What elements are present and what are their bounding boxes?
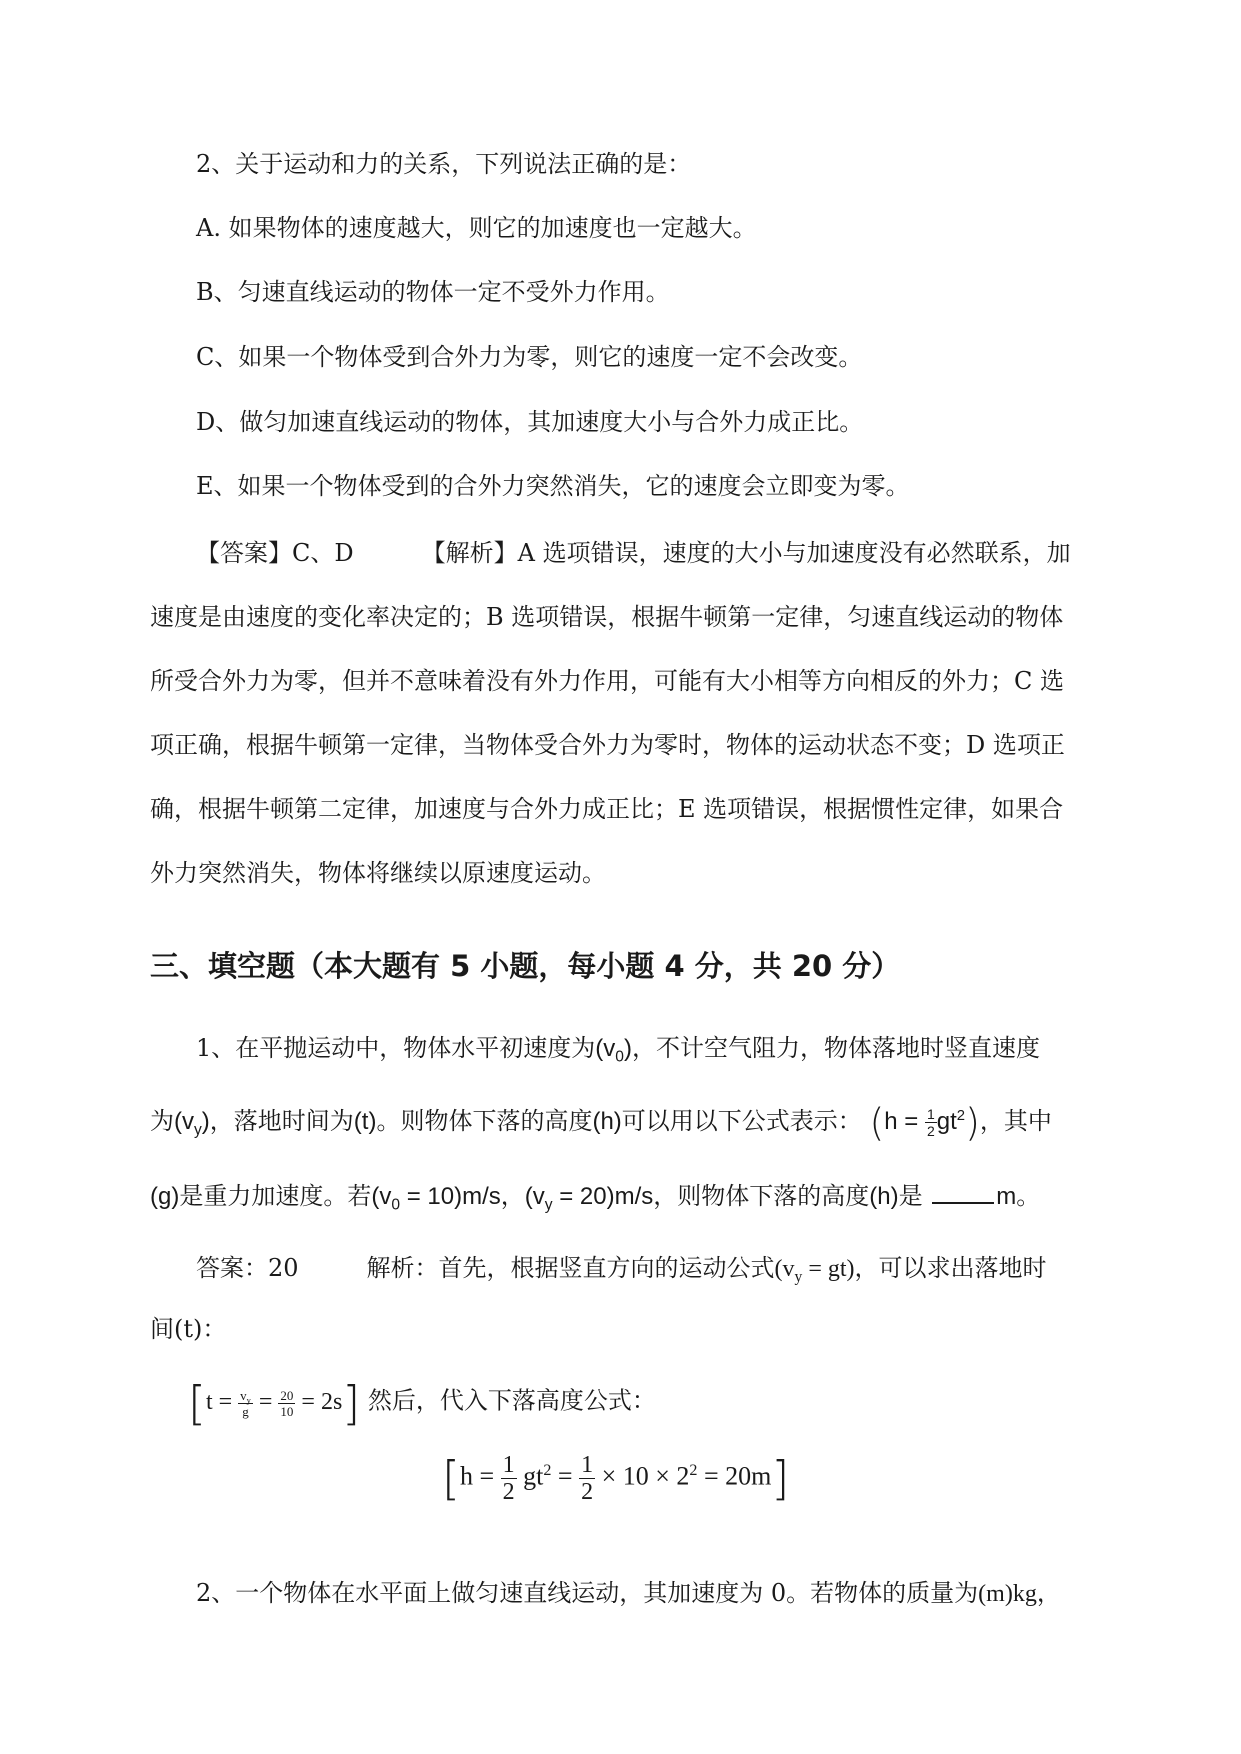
vy-symbol: $(v_y)$ xyxy=(174,1108,210,1139)
option-c: C、如果一个物体受到合外力为零，则它的速度一定不会改变。 xyxy=(196,343,863,371)
fill1-analysis-line: 间(t)： xyxy=(150,1315,227,1343)
fill2-line1 xyxy=(196,1575,1061,1612)
fill1-line1 xyxy=(196,1030,1040,1067)
analysis-text: A 选项错误，速度的大小与加速度没有必然联系，加 xyxy=(517,539,1071,567)
analysis-line: 所受合外力为零，但并不意味着没有外力作用，可能有大小相等方向相反的外力；C 选 xyxy=(150,667,1064,695)
analysis-line: 外力突然消失，物体将继续以原速度运动。 xyxy=(150,859,606,887)
fill1-text: 1、在平抛运动中，物体水平初速度为 xyxy=(196,1034,596,1062)
fill1-line3 xyxy=(150,1178,1040,1215)
height-calculation: [h = $\frac{1}{2}$ $gt^2$ = $\frac{1}{2}$ × $10 \times 2^2 = 20m$] xyxy=(442,1451,790,1506)
v0-condition: $(v_0 = 10)m/s$ xyxy=(371,1183,501,1214)
unit-text: m。 xyxy=(996,1183,1041,1210)
analysis-text: 解析：首先，根据竖直方向的运动公式 xyxy=(366,1254,775,1282)
h-symbol: (h) xyxy=(869,1183,899,1210)
analysis-text: ，可以求出落地时 xyxy=(854,1254,1047,1282)
vy-condition: $(v_y = 20)m/s$ xyxy=(524,1183,654,1214)
kg-unit: kg， xyxy=(1012,1581,1061,1607)
fill1-text: 可以用以下公式表示： xyxy=(621,1107,862,1135)
fill1-text: ，不计空气阻力，物体落地时竖直速度 xyxy=(631,1034,1040,1062)
analysis-line: 项正确，根据牛顿第一定律，当物体受合外力为零时，物体的运动状态不变；D 选项正 xyxy=(150,731,1065,759)
fill1-text: ，落地时间为 xyxy=(209,1107,354,1135)
section-heading: 三、填空题（本大题有 5 小题，每小题 4 分，共 20 分） xyxy=(150,949,901,983)
time-formula-line xyxy=(188,1376,656,1430)
fill1-text: 是 xyxy=(898,1182,923,1210)
option-d: D、做匀加速直线运动的物体，其加速度大小与合外力成正比。 xyxy=(196,408,864,436)
answer-text: 【答案】C、D xyxy=(196,539,354,567)
height-formula: (h = $\frac{1}{2}$ $gt^2$) xyxy=(869,1100,980,1145)
fill2-text: 2、一个物体在水平面上做匀速直线运动，其加速度为 0。若物体的质量为 xyxy=(196,1579,979,1607)
answer-line xyxy=(196,535,1071,571)
fill1-separator: ， xyxy=(500,1182,525,1210)
fill1-text: ，则物体下落的高度 xyxy=(653,1182,870,1210)
fill1-text: ，其中 xyxy=(979,1107,1052,1135)
g-symbol: (g) xyxy=(150,1183,180,1210)
fill1-answer-line xyxy=(196,1250,1047,1287)
fill1-text: 为 xyxy=(150,1107,174,1135)
analysis-label: 【解析】 xyxy=(421,539,518,567)
fill1-line2 xyxy=(150,1100,1052,1145)
h-symbol: (h) xyxy=(592,1108,622,1135)
time-formula: [t = $\frac{v_y}{g}$ = $\frac{20}{10}$ = 2s] xyxy=(188,1376,361,1430)
analysis-line: 速度是由速度的变化率决定的；B 选项错误，根据牛顿第一定律，匀速直线运动的物体 xyxy=(150,603,1064,631)
option-a: A. 如果物体的速度越大，则它的加速度也一定越大。 xyxy=(196,214,757,242)
option-e: E、如果一个物体受到的合外力突然消失，它的速度会立即变为零。 xyxy=(196,472,910,500)
analysis-text: 然后，代入下落高度公式： xyxy=(367,1386,656,1415)
t-symbol: (t) xyxy=(353,1108,377,1135)
answer-blank[interactable] xyxy=(932,1184,994,1204)
question-stem: 2、关于运动和力的关系，下列说法正确的是： xyxy=(196,150,692,178)
vy-gt-formula: $(v_y = gt)$ xyxy=(774,1256,855,1286)
fill1-text: 是重力加速度。若 xyxy=(179,1182,372,1210)
m-symbol: (m) xyxy=(978,1581,1013,1607)
option-b: B、匀速直线运动的物体一定不受外力作用。 xyxy=(196,278,670,306)
v0-symbol: $(v_0)$ xyxy=(595,1035,632,1066)
answer-text: 答案：20 xyxy=(196,1254,299,1282)
fill1-text: 。则物体下落的高度 xyxy=(376,1107,593,1135)
analysis-line: 确，根据牛顿第二定律，加速度与合外力成正比；E 选项错误，根据惯性定律，如果合 xyxy=(150,795,1064,823)
